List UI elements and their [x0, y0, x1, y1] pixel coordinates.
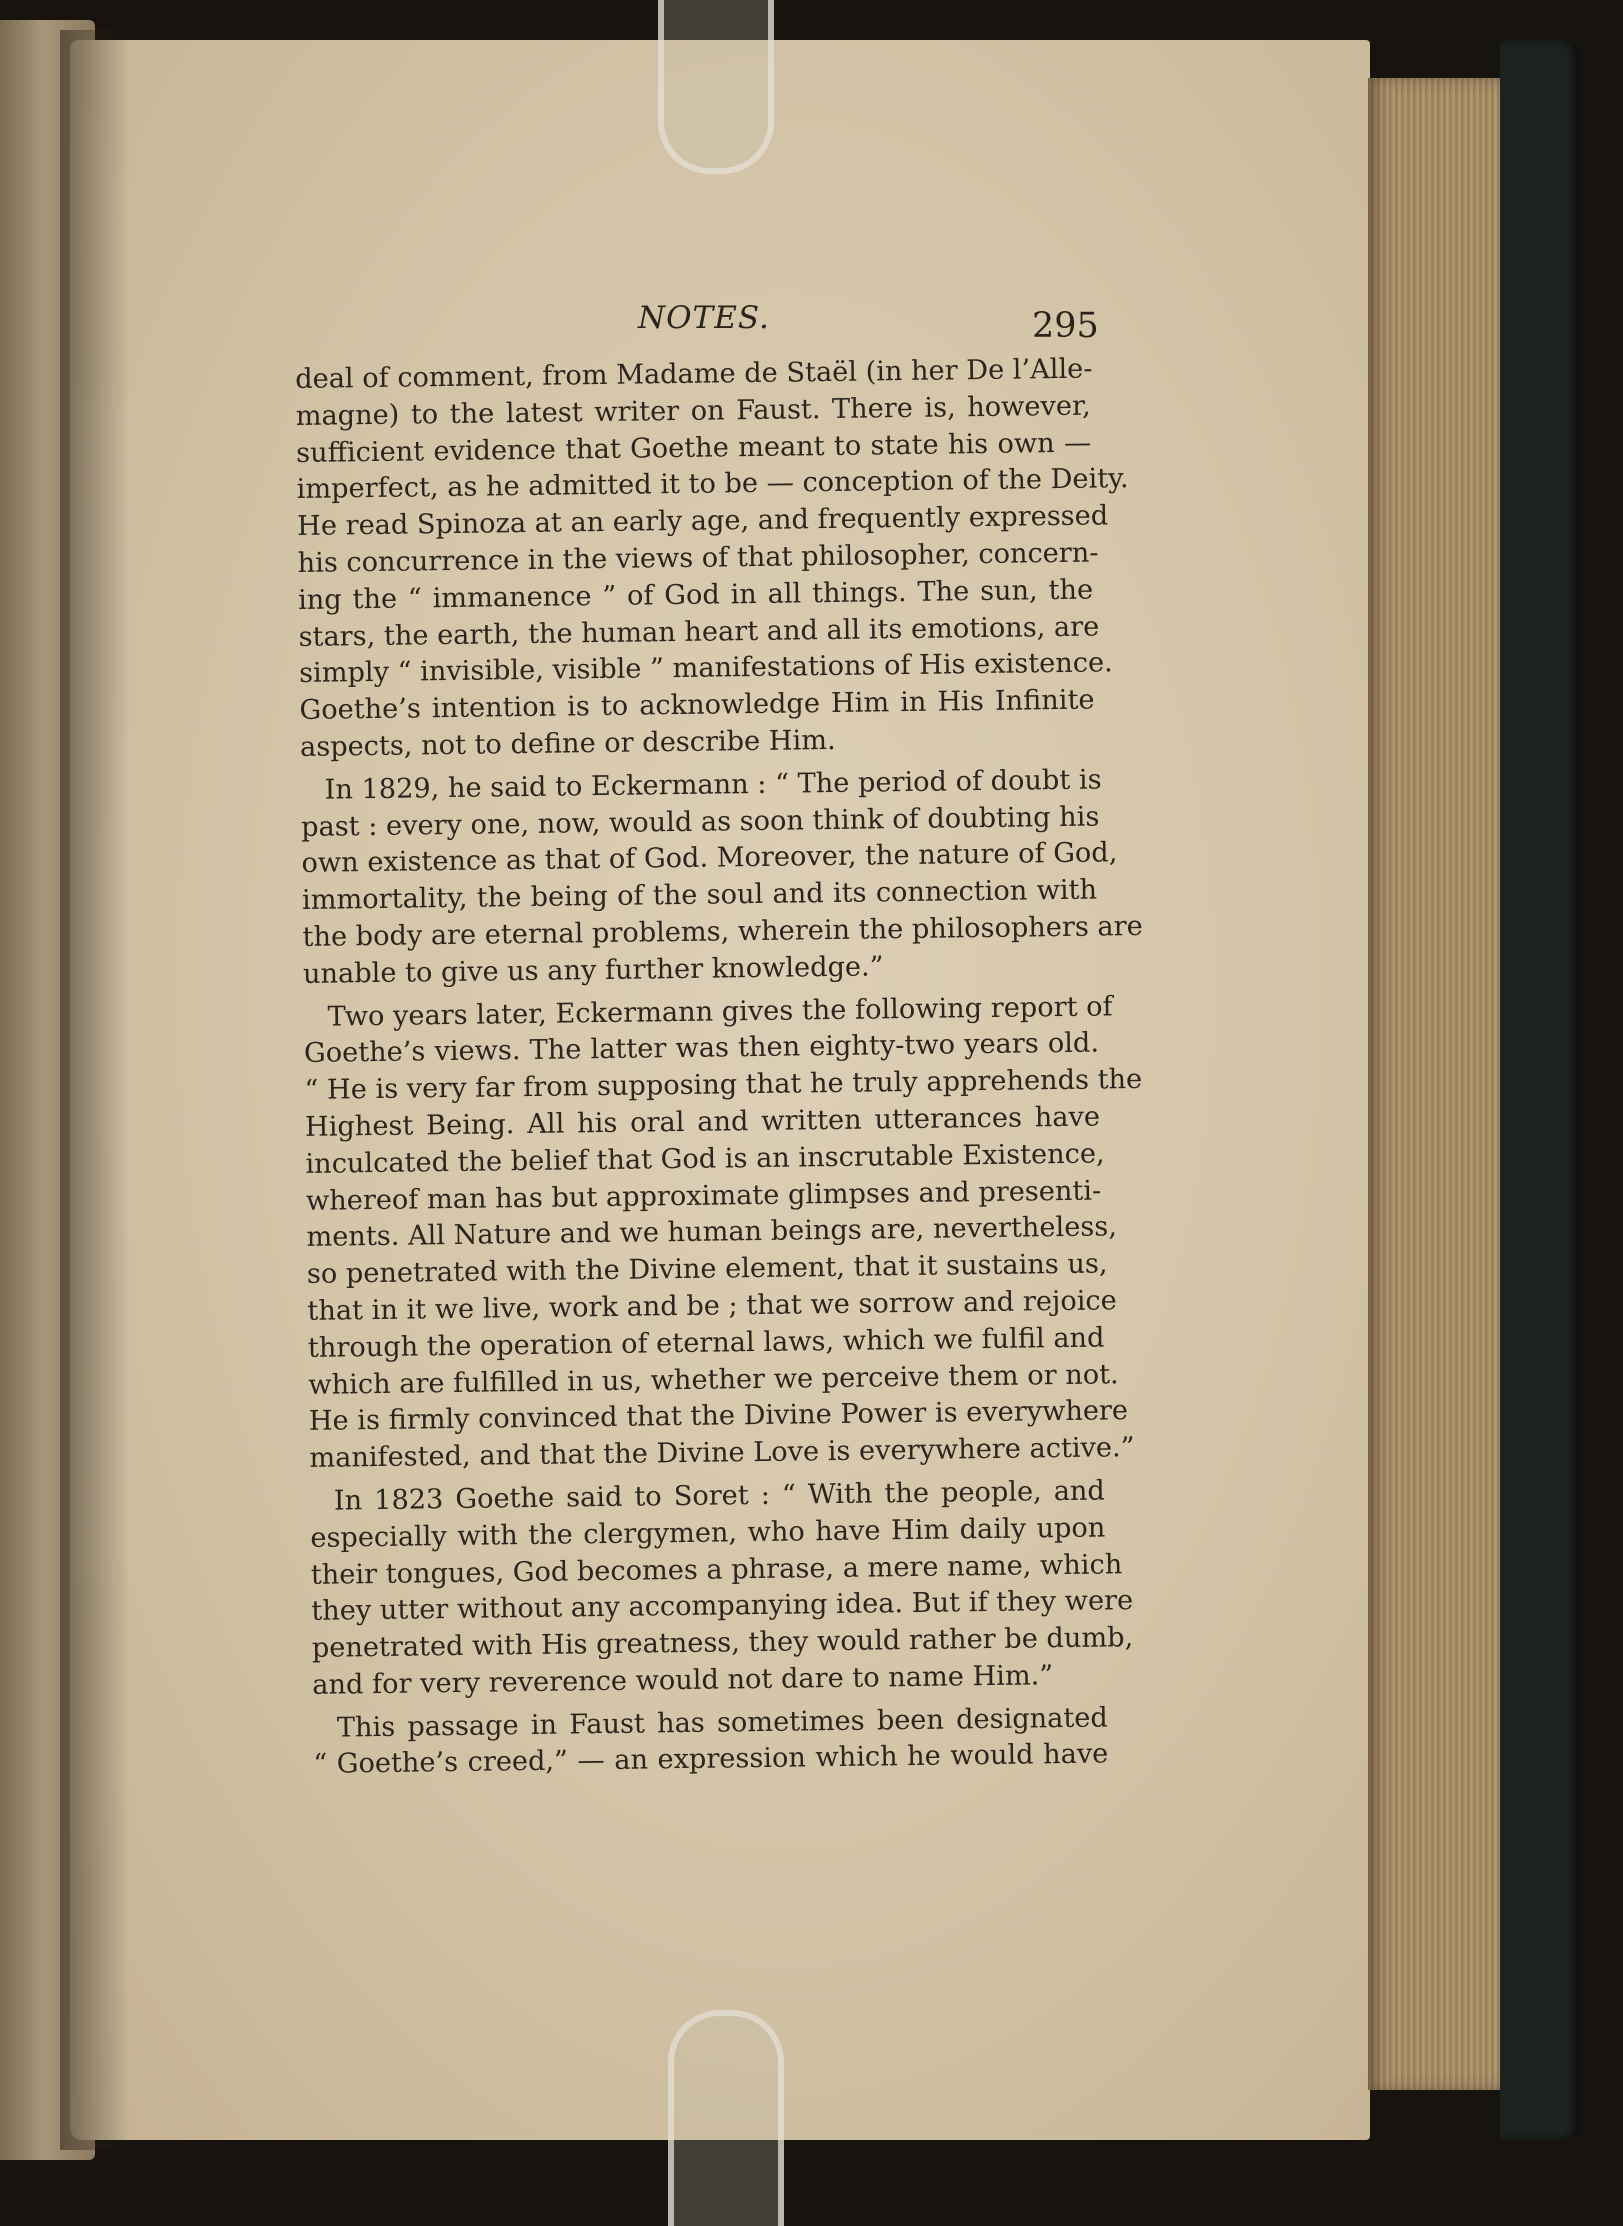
text-line: This passage in Faust has sometimes been designated: [336, 1702, 1109, 1744]
text-line: that in it we live, work and be ; that we sorrow and rejoice: [307, 1285, 1117, 1327]
text-line: own existence as that of God. Moreover, the nature of God,: [301, 837, 1118, 880]
page-gutter-shadow: [60, 30, 130, 2150]
text-line: Goethe’s intention is to acknowledge Him in His Infinite: [299, 684, 1095, 727]
text-line: his concurrence in the views of that philosopher, concern-: [297, 537, 1099, 579]
text-line: inculcated the belief that God is an inscrutable Existence,: [305, 1138, 1105, 1180]
text-line: He read Spinoza at an early age, and frequently expressed: [296, 500, 1109, 543]
text-line: imperfect, as he admitted it to be — conception of the Deity.: [296, 463, 1129, 506]
text-line: simply “ invisible, visible ” manifestations of His existence.: [298, 647, 1113, 690]
text-line: which are fulfilled in us, whether we perceive them or not.: [308, 1358, 1119, 1401]
text-line: Highest Being. All his oral and written utterances have: [304, 1101, 1101, 1143]
text-line: their tongues, God becomes a phrase, a mere name, which: [310, 1548, 1123, 1591]
text-line: the body are eternal problems, wherein the philosophers are: [302, 910, 1143, 953]
text-line: aspects, not to define or describe Him.: [299, 724, 836, 763]
text-line: In 1823 Goethe said to Soret : “ With the people, and: [333, 1475, 1106, 1517]
text-line: so penetrated with the Divine element, that it sustains us,: [306, 1248, 1108, 1291]
text-line: “ He is very far from supposing that he truly apprehends the: [304, 1064, 1143, 1107]
text-line: sufficient evidence that Goethe meant to state his own —: [295, 427, 1092, 469]
text-line: magne) to the latest writer on Faust. There is, however,: [295, 390, 1091, 432]
page-edges-stack: [1368, 78, 1516, 2090]
text-line: they utter without any accompanying idea. But if they were: [311, 1585, 1134, 1628]
running-head: NOTES.: [638, 300, 770, 336]
text-line: especially with the clergymen, who have Him daily upon: [310, 1512, 1106, 1554]
text-line: and for very reverence would not dare to name Him.”: [312, 1660, 1054, 1701]
text-line: stars, the earth, the human heart and all its emotions, are: [298, 611, 1100, 653]
text-line: deal of comment, from Madame de Staël (in her De l’Alle-: [295, 353, 1093, 395]
text-line: He is firmly convinced that the Divine Power is everywhere: [308, 1395, 1129, 1438]
book-cover-board: [1500, 40, 1580, 2140]
text-line: In 1829, he said to Eckermann : “ The period of doubt is: [324, 764, 1102, 806]
text-line: ing the “ immanence ” of God in all things. The sun, the: [297, 574, 1094, 616]
text-line: Two years later, Eckermann gives the following report of: [327, 990, 1113, 1033]
text-line: unable to give us any further knowledge.”: [302, 951, 884, 990]
page-number: 295: [1032, 306, 1099, 346]
text-line: “ Goethe’s creed,” — an expression which he would have: [313, 1738, 1109, 1781]
text-line: through the operation of eternal laws, which we fulfil and: [307, 1322, 1105, 1364]
top-paper-clip: [658, 0, 774, 174]
bottom-paper-clip: [668, 2010, 784, 2226]
page-header: [300, 300, 1100, 350]
text-line: manifested, and that the Divine Love is everywhere active.”: [309, 1432, 1135, 1475]
text-line: penetrated with His greatness, they would rather be dumb,: [311, 1622, 1134, 1664]
text-line: Goethe’s views. The latter was then eighty-two years old.: [303, 1027, 1100, 1070]
text-line: ments. All Nature and we human beings are, nevertheless,: [306, 1211, 1118, 1254]
text-line: immortality, the being of the soul and its connection with: [301, 874, 1098, 917]
text-line: whereof man has but approximate glimpses and presenti-: [305, 1175, 1102, 1217]
body-text: [295, 352, 1143, 1785]
text-line: past : every one, now, would as soon think of doubting his: [300, 801, 1100, 843]
